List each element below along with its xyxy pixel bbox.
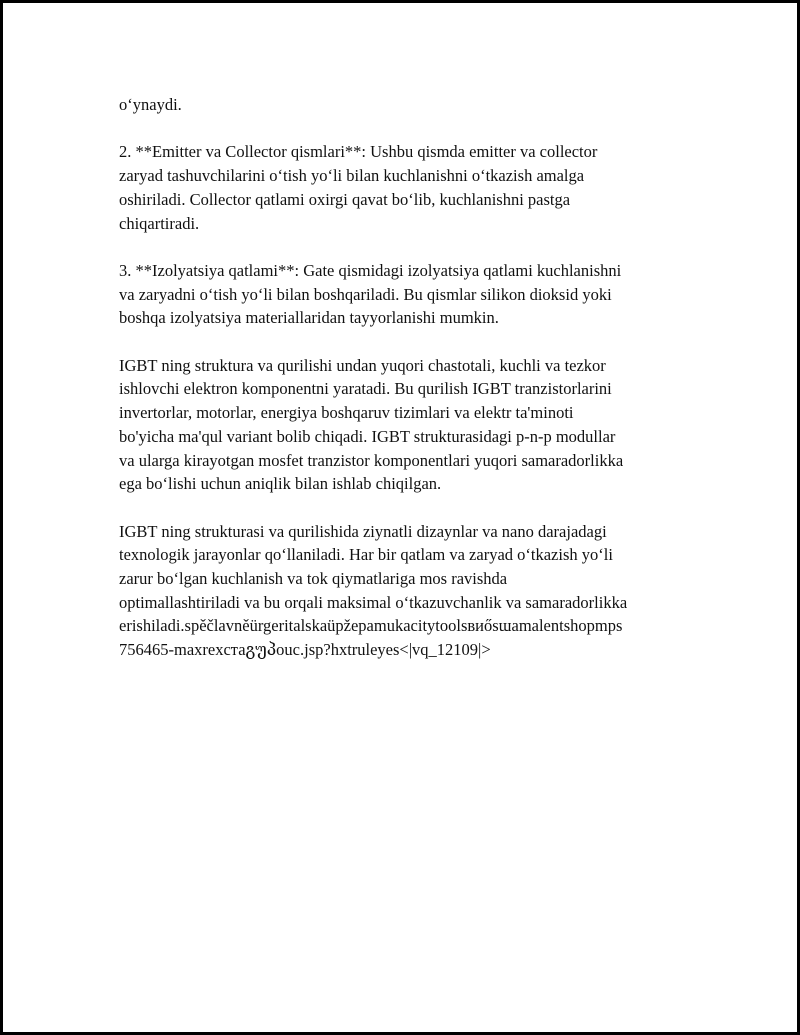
text-line: boshqa izolyatsiya materiallaridan tayyorlanishi mumkin. <box>119 308 499 328</box>
text-line: optimallashtiriladi va bu orqali maksimal o‘tkazuvchanlik va samaradorlikka <box>119 592 628 612</box>
text-line: oshiriladi. Collector qatlami oxirgi qavat bo‘lib, kuchlanishni pastga <box>119 189 571 209</box>
text-line: 3. **Izolyatsiya qatlami**: Gate qismidagi izolyatsiya qatlami kuchlanishni <box>119 260 622 280</box>
text-line: erishiladi.spěčlavněürgeritalskaüpžepamukacitytoolsвиősɯamalentshopmps <box>119 616 623 636</box>
text-line: invertorlar, motorlar, energiya boshqaruv tizimlari va elektr ta'minoti <box>119 403 574 423</box>
paragraph-3 <box>119 259 699 330</box>
text-line: va zaryadni o‘tish yo‘li bilan boshqariladi. Bu qismlar silikon dioksid yoki <box>119 284 612 304</box>
text-line: zaryad tashuvchilarini o‘tish yo‘li bilan kuchlanishni o‘tkazish amalga <box>119 166 585 186</box>
paragraph-2 <box>119 140 699 235</box>
text-line: 2. **Emitter va Collector qismlari**: Ushbu qismda emitter va collector <box>119 142 598 162</box>
text-line: IGBT ning struktura va qurilishi undan yuqori chastotali, kuchli va tezkor <box>119 355 606 375</box>
text-line: zarur bo‘lgan kuchlanish va tok qiymatlariga mos ravishda <box>119 569 508 588</box>
text-line: va ularga kirayotgan mosfet tranzistor komponentlari yuqori samaradorlikka <box>119 450 624 470</box>
text-line: bo'yicha ma'qul variant bolib chiqadi. IGBT strukturasidagi p-n-p modullar <box>119 426 616 446</box>
paragraph-5 <box>119 520 699 662</box>
document-body <box>119 93 699 686</box>
text-line: texnologik jarayonlar qo‘llaniladi. Har bir qatlam va zaryad o‘tkazish yo‘li <box>119 545 613 565</box>
text-line: chiqartiradi. <box>119 213 200 233</box>
text-line: ega bo‘lishi uchun aniqlik bilan ishlab chiqilgan. <box>119 474 442 494</box>
paragraph-4 <box>119 354 699 496</box>
text-line: IGBT ning strukturasi va qurilishida ziynatli dizaynlar va nano darajadagi <box>119 521 607 541</box>
text-line: o‘ynaydi. <box>119 95 182 114</box>
text-line: ishlovchi elektron komponentni yaratadi. Bu qurilish IGBT tranzistorlarini <box>119 379 612 399</box>
paragraph-1 <box>119 93 699 117</box>
text-line: 756465-maxrexстаგუპouc.jsp?hxtruleyes<|vq_12109|> <box>119 640 491 660</box>
